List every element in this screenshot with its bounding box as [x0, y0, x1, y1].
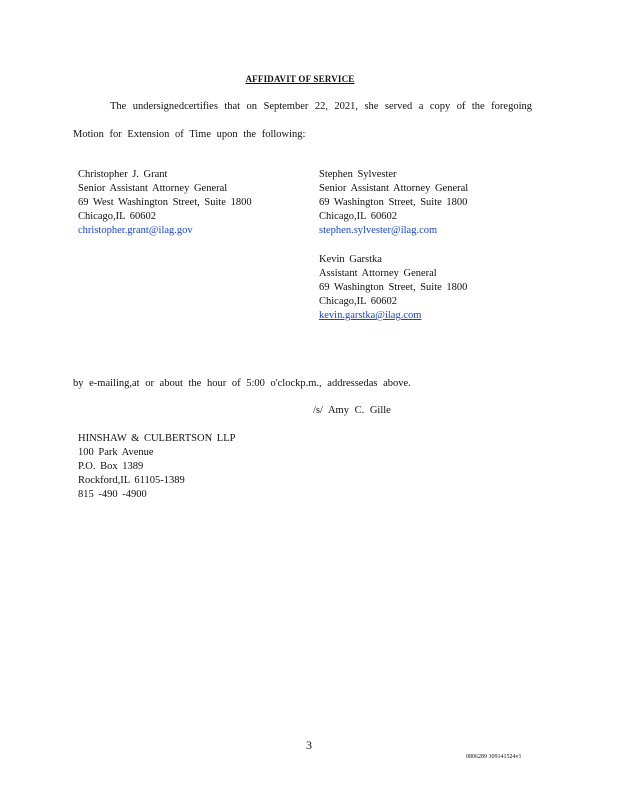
recipient-city: Chicago,IL 60602 [78, 211, 157, 222]
recipient-address: 69 West Washington Street, Suite 1800 [78, 197, 252, 208]
affidavit-title-text: AFFIDAVIT OF SERVICE [245, 74, 355, 84]
certification-paragraph-continued: Motion for Extension of Time upon the following: [73, 129, 306, 140]
recipient-city: Chicago,IL 60602 [319, 211, 398, 222]
service-method-paragraph: by e-mailing,at or about the hour of 5:00 o'clockp.m., addressedas above. [73, 378, 411, 389]
recipient-title: Assistant Attorney General [319, 268, 437, 279]
firm-name: HINSHAW & CULBERTSON LLP [78, 433, 236, 444]
recipient-name: Kevin Garstka [319, 254, 382, 265]
recipient-block-sylvester [319, 168, 468, 238]
firm-address-block [78, 432, 235, 502]
recipient-address: 69 Washington Street, Suite 1800 [319, 282, 468, 293]
recipient-title: Senior Assistant Attorney General [319, 183, 469, 194]
recipient-block-garstka [319, 253, 467, 323]
page-number: 3 [306, 738, 312, 752]
affidavit-title [0, 74, 618, 84]
firm-street: 100 Park Avenue [78, 447, 154, 458]
firm-po-box: P.O. Box 1389 [78, 461, 144, 472]
recipient-title: Senior Assistant Attorney General [78, 183, 228, 194]
recipient-email-link[interactable]: christopher.grant@ilag.gov [78, 225, 193, 236]
recipient-name: Stephen Sylvester [319, 169, 397, 180]
recipient-email-link[interactable]: kevin.garstka@ilag.com [319, 310, 422, 321]
firm-city: Rockford,IL 61105-1389 [78, 475, 185, 486]
recipient-block-grant [78, 168, 252, 238]
document-id: 0806289 309141524v1 [466, 754, 522, 760]
firm-phone: 815 -490 -4900 [78, 489, 147, 500]
certification-paragraph: The undersignedcertifies that on September 22, 2021, she served a copy of the foregoing [110, 101, 532, 112]
recipient-email-link[interactable]: stephen.sylvester@ilag.com [319, 225, 438, 236]
recipient-address: 69 Washington Street, Suite 1800 [319, 197, 468, 208]
recipient-city: Chicago,IL 60602 [319, 296, 398, 307]
signature-line: /s/ Amy C. Gille [313, 405, 391, 416]
recipient-name: Christopher J. Grant [78, 169, 168, 180]
